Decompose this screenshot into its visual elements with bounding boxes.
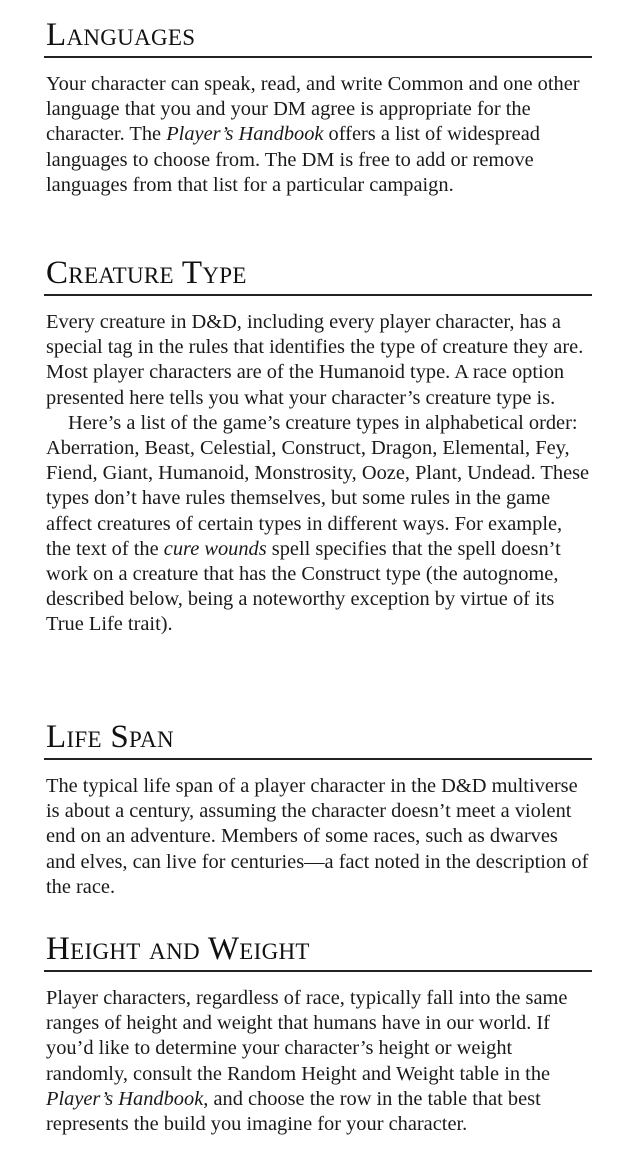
creature-type-text-b: spell specifies that the spell doesn’t work on a creature that has the Construct type (the autognome, described below, being a noteworthy exception by virtue of its True Life trait).	[46, 537, 561, 636]
heading-creature-type: Creature Type	[44, 254, 592, 296]
life-span-body	[46, 774, 592, 900]
creature-type-paragraph-1: Every creature in D&D, including every player character, has a special tag in the rules that identifies the type of creature they are. Most player characters are of the Humanoid type. A race option presented here tells you what your character’s creature type is.	[46, 311, 584, 409]
section-creature-type	[44, 254, 592, 638]
height-weight-book-title: Player’s Handbook	[46, 1087, 204, 1110]
height-weight-body	[46, 986, 592, 1137]
height-weight-paragraph	[46, 986, 592, 1137]
creature-type-body	[46, 310, 592, 638]
heading-languages: Languages	[44, 16, 592, 58]
life-span-paragraph: The typical life span of a player character in the D&D multiverse is about a century, assuming the character doesn’t meet a violent end on an adventure. Members of some races, such as dwarves and elves, can live for centuries—a fact noted in the description of the race.	[46, 775, 589, 898]
section-languages	[44, 16, 592, 198]
languages-text-a: Your character can speak, read, and write Common and one other language that you and your DM agree is appropriate for the character. The	[46, 73, 580, 146]
section-life-span	[44, 718, 592, 900]
section-height-and-weight	[44, 930, 592, 1137]
languages-paragraph	[46, 72, 592, 198]
creature-type-text-a: Here’s a list of the game’s creature types in alphabetical order: Aberration, Beast, Celestial, Construct, Dragon, Elemental, Fey, Fiend, Giant, Humanoid, Monstrosity, Ooze, Plant, Undead. These types don’t have rules themselves, but some rules in the game affect creatures of certain types in different ways. For example, the text of the	[46, 411, 590, 560]
languages-body	[46, 72, 592, 198]
heading-life-span: Life Span	[44, 718, 592, 760]
creature-type-paragraph-2	[46, 411, 592, 638]
cure-wounds-spell-name: cure wounds	[163, 537, 267, 560]
languages-book-title: Player’s Handbook	[166, 123, 324, 146]
height-weight-text-b: , and choose the row in the table that best represents the build you imagine for your character.	[46, 1087, 541, 1136]
heading-height-and-weight: Height and Weight	[44, 930, 592, 972]
languages-text-b: offers a list of widespread languages to choose from. The DM is free to add or remove languages from that list for a particular campaign.	[46, 123, 540, 196]
height-weight-text-a: Player characters, regardless of race, typically fall into the same ranges of height and weight that humans have in our world. If you’d like to determine your character’s height or weight randomly, consult the Random Height and Weight table in the	[46, 987, 568, 1085]
